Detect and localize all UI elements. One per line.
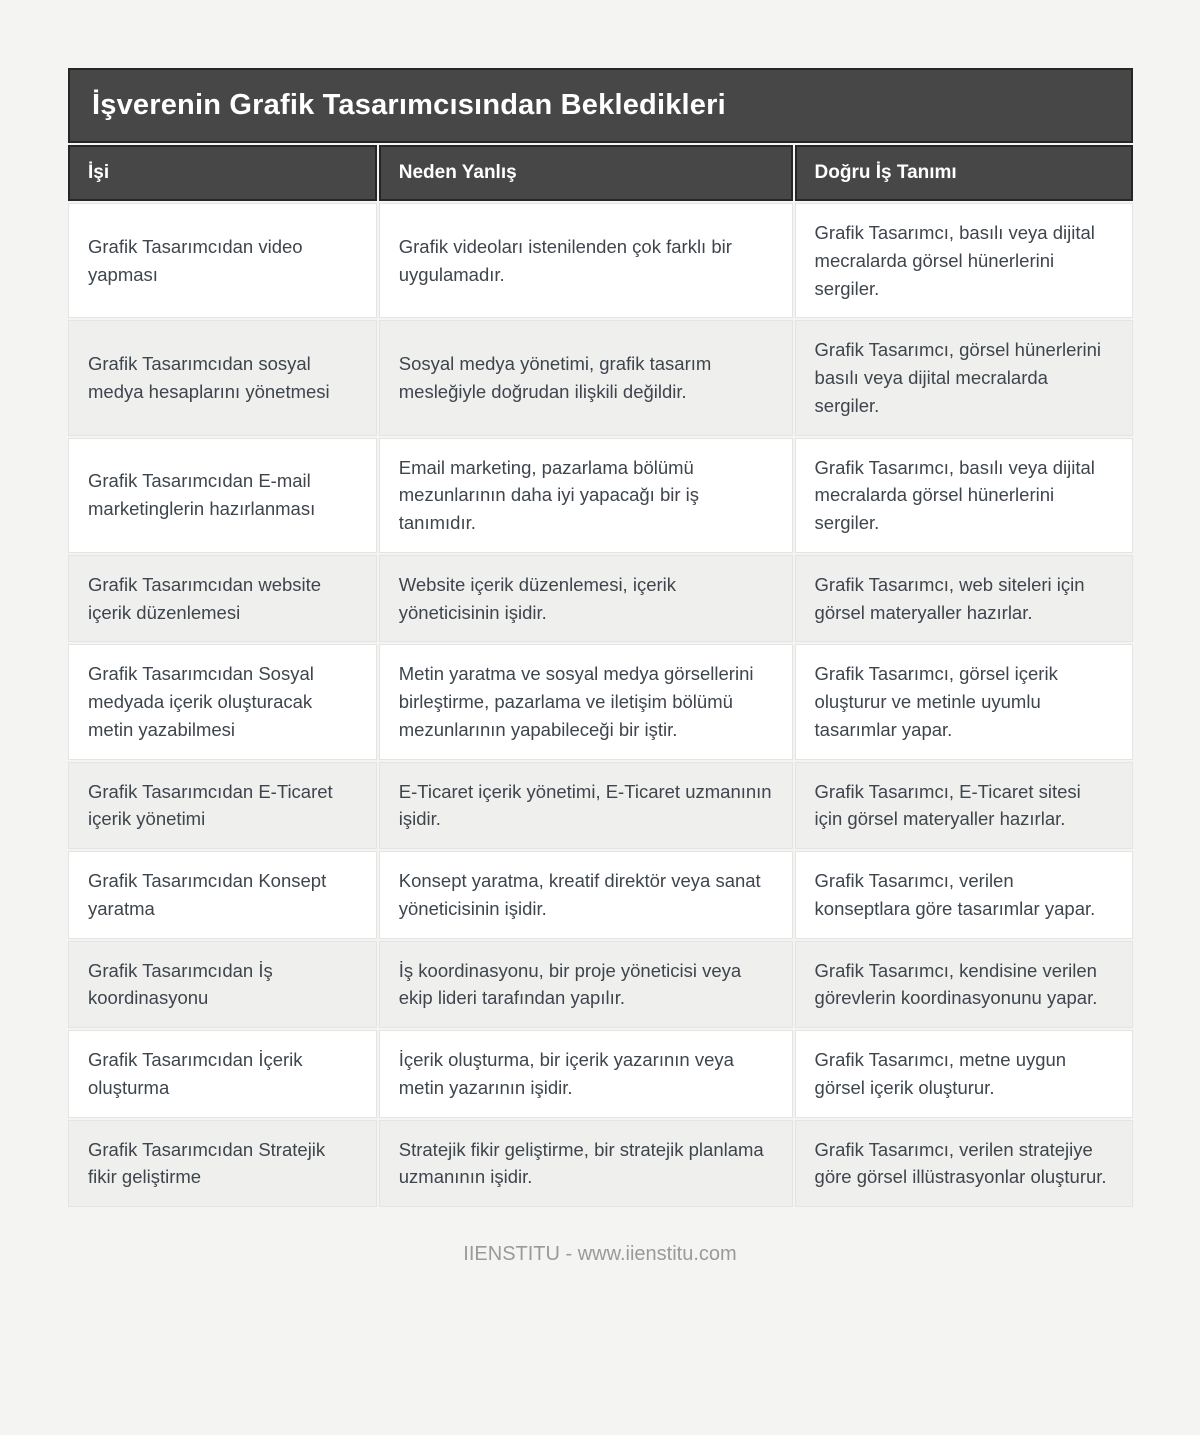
job-cell: Grafik Tasarımcıdan Konsept yaratma <box>68 851 377 939</box>
column-header-why-wrong: Neden Yanlış <box>379 145 793 201</box>
why-wrong-cell: Email marketing, pazarlama bölümü mezunlarının daha iyi yapacağı bir iş tanımıdır. <box>379 438 793 553</box>
table-row <box>68 851 1133 939</box>
correct-definition-cell: Grafik Tasarımcı, basılı veya dijital mecralarda görsel hünerlerini sergiler. <box>795 203 1133 318</box>
expectations-table <box>66 66 1135 1209</box>
job-cell: Grafik Tasarımcıdan İçerik oluşturma <box>68 1030 377 1118</box>
why-wrong-cell: Grafik videoları istenilenden çok farklı bir uygulamadır. <box>379 203 793 318</box>
job-cell: Grafik Tasarımcıdan E-mail marketinglerin hazırlanması <box>68 438 377 553</box>
correct-definition-cell: Grafik Tasarımcı, metne uygun görsel içerik oluşturur. <box>795 1030 1133 1118</box>
table-row <box>68 644 1133 759</box>
table-row <box>68 320 1133 435</box>
page-title: İşverenin Grafik Tasarımcısından Bekledikleri <box>68 68 1133 143</box>
table-row <box>68 762 1133 850</box>
job-cell: Grafik Tasarımcıdan İş koordinasyonu <box>68 941 377 1029</box>
column-header-job: İşi <box>68 145 377 201</box>
job-cell: Grafik Tasarımcıdan video yapması <box>68 203 377 318</box>
correct-definition-cell: Grafik Tasarımcı, görsel içerik oluşturur ve metinle uyumlu tasarımlar yapar. <box>795 644 1133 759</box>
correct-definition-cell: Grafik Tasarımcı, basılı veya dijital mecralarda görsel hünerlerini sergiler. <box>795 438 1133 553</box>
table-row <box>68 438 1133 553</box>
job-cell: Grafik Tasarımcıdan E-Ticaret içerik yönetimi <box>68 762 377 850</box>
title-row <box>68 68 1133 143</box>
table-row <box>68 1030 1133 1118</box>
correct-definition-cell: Grafik Tasarımcı, verilen konseptlara göre tasarımlar yapar. <box>795 851 1133 939</box>
why-wrong-cell: İş koordinasyonu, bir proje yöneticisi veya ekip lideri tarafından yapılır. <box>379 941 793 1029</box>
correct-definition-cell: Grafik Tasarımcı, E-Ticaret sitesi için görsel materyaller hazırlar. <box>795 762 1133 850</box>
table-row <box>68 1120 1133 1208</box>
table-row <box>68 555 1133 643</box>
why-wrong-cell: Stratejik fikir geliştirme, bir stratejik planlama uzmanının işidir. <box>379 1120 793 1208</box>
why-wrong-cell: Konsept yaratma, kreatif direktör veya sanat yöneticisinin işidir. <box>379 851 793 939</box>
why-wrong-cell: Metin yaratma ve sosyal medya görsellerini birleştirme, pazarlama ve iletişim bölümü mezunlarının yapabileceği bir iştir. <box>379 644 793 759</box>
table-row <box>68 203 1133 318</box>
correct-definition-cell: Grafik Tasarımcı, web siteleri için görsel materyaller hazırlar. <box>795 555 1133 643</box>
correct-definition-cell: Grafik Tasarımcı, görsel hünerlerini basılı veya dijital mecralarda sergiler. <box>795 320 1133 435</box>
correct-definition-cell: Grafik Tasarımcı, kendisine verilen görevlerin koordinasyonunu yapar. <box>795 941 1133 1029</box>
job-cell: Grafik Tasarımcıdan website içerik düzenlemesi <box>68 555 377 643</box>
column-header-correct-definition: Doğru İş Tanımı <box>795 145 1133 201</box>
job-cell: Grafik Tasarımcıdan Stratejik fikir geliştirme <box>68 1120 377 1208</box>
job-cell: Grafik Tasarımcıdan Sosyal medyada içerik oluşturacak metin yazabilmesi <box>68 644 377 759</box>
why-wrong-cell: E-Ticaret içerik yönetimi, E-Ticaret uzmanının işidir. <box>379 762 793 850</box>
why-wrong-cell: İçerik oluşturma, bir içerik yazarının veya metin yazarının işidir. <box>379 1030 793 1118</box>
footer-credit: IIENSTITU - www.iienstitu.com <box>463 1243 737 1265</box>
column-header-row <box>68 145 1133 201</box>
correct-definition-cell: Grafik Tasarımcı, verilen stratejiye göre görsel illüstrasyonlar oluşturur. <box>795 1120 1133 1208</box>
why-wrong-cell: Website içerik düzenlemesi, içerik yöneticisinin işidir. <box>379 555 793 643</box>
job-cell: Grafik Tasarımcıdan sosyal medya hesaplarını yönetmesi <box>68 320 377 435</box>
table-row <box>68 941 1133 1029</box>
why-wrong-cell: Sosyal medya yönetimi, grafik tasarım mesleğiyle doğrudan ilişkili değildir. <box>379 320 793 435</box>
